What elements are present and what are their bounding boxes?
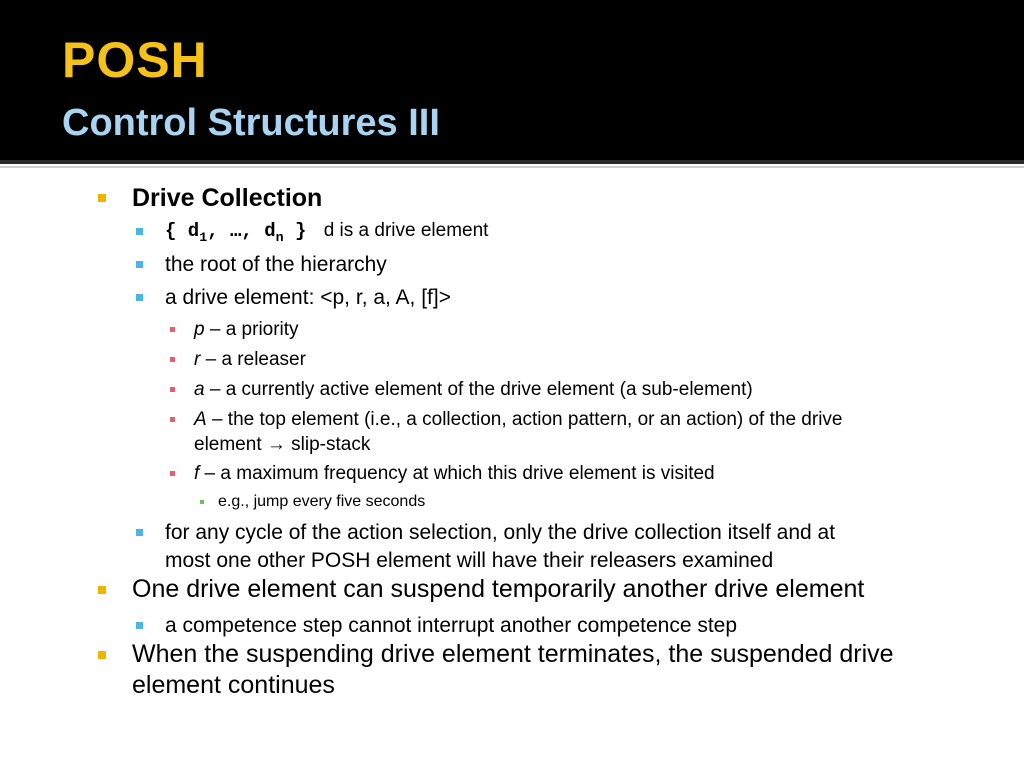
- list-item-root: the root of the hierarchy: [165, 253, 387, 276]
- bullet-icon: [170, 417, 175, 422]
- slide-subtitle: Control Structures III: [62, 102, 440, 144]
- active-element-desc: – a currently active element of the drive element (a sub-element): [204, 379, 753, 400]
- list-item-drive-element: a drive element: <p, r, a, A, [f]>: [165, 286, 451, 309]
- symbol-a: a: [194, 379, 205, 400]
- list-item-active-element: [194, 377, 753, 402]
- symbol-p: p: [194, 319, 205, 340]
- notation-sub-n: n: [275, 229, 284, 245]
- heading-terminates: When the suspending drive element terminates, the suspended drive: [132, 640, 894, 668]
- list-item-frequency: [194, 461, 715, 486]
- slide-title: POSH: [62, 32, 208, 88]
- top-element-line2-start: element: [194, 434, 267, 455]
- header-divider: [0, 160, 1024, 164]
- priority-desc: – a priority: [204, 319, 299, 340]
- bullet-icon: [170, 471, 175, 476]
- arrow-right-icon: →: [266, 434, 286, 455]
- notation-description: d is a drive element: [323, 220, 489, 241]
- top-element-desc: – the top element (i.e., a collection, action pattern, or an action) of the drive: [206, 409, 843, 430]
- bullet-icon: [136, 529, 143, 536]
- list-item-top-element-continued: [194, 432, 370, 457]
- list-item-example: e.g., jump every five seconds: [218, 493, 426, 510]
- heading-terminates-continued: element continues: [132, 671, 335, 699]
- heading-drive-collection: Drive Collection: [132, 184, 323, 212]
- top-element-line2-end: slip-stack: [285, 434, 371, 455]
- symbol-r: r: [194, 349, 201, 370]
- frequency-desc: – a maximum frequency at which this drive element is visited: [199, 463, 715, 484]
- bullet-icon: [136, 261, 143, 268]
- bullet-icon: [136, 622, 143, 629]
- list-item-releaser: [194, 347, 306, 372]
- header-divider-light: [0, 166, 1024, 168]
- heading-suspend: One drive element can suspend temporarily another drive element: [132, 575, 865, 603]
- list-item-notation: [165, 218, 488, 250]
- bullet-icon: [170, 327, 175, 332]
- symbol-f: f: [194, 463, 200, 484]
- notation-sub-1: 1: [199, 229, 208, 245]
- list-item-competence: a competence step cannot interrupt another competence step: [165, 614, 738, 637]
- bullet-icon: [98, 194, 106, 202]
- list-item-top-element: [194, 407, 843, 432]
- releaser-desc: – a releaser: [200, 349, 306, 370]
- list-item-cycle: for any cycle of the action selection, only the drive collection itself and at: [165, 521, 836, 544]
- notation-mid: , …, d: [207, 220, 276, 242]
- bullet-icon: [136, 228, 143, 235]
- bullet-icon: [170, 357, 175, 362]
- bullet-icon: [200, 500, 204, 504]
- symbol-A: A: [194, 409, 207, 430]
- bullet-icon: [98, 586, 106, 594]
- bullet-icon: [98, 651, 106, 659]
- list-item-priority: [194, 317, 299, 342]
- list-item-cycle-continued: most one other POSH element will have their releasers examined: [165, 549, 774, 572]
- notation-open: { d: [165, 220, 200, 242]
- notation-close: }: [283, 220, 307, 242]
- bullet-icon: [136, 294, 143, 301]
- bullet-icon: [170, 387, 175, 392]
